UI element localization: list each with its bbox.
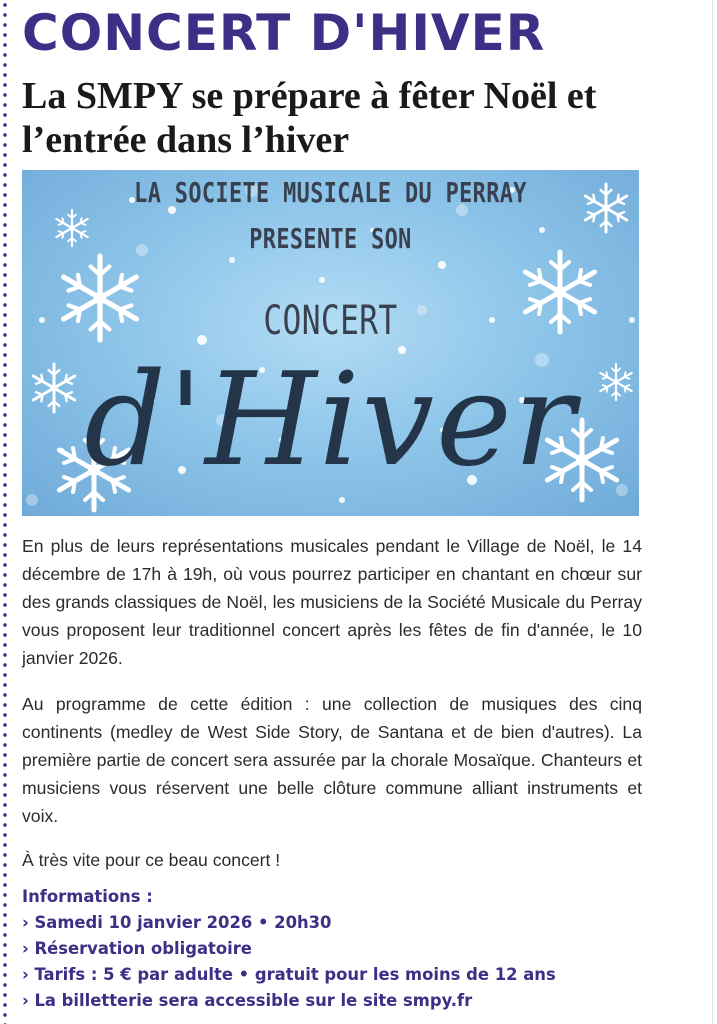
- poster-line-society: LA SOCIETE MUSICALE DU PERRAY: [134, 176, 527, 209]
- info-item-reservation: › Réservation obligatoire: [22, 939, 252, 958]
- headline: CONCERT D'HIVER: [22, 4, 546, 62]
- information-title: Informations :: [22, 887, 153, 906]
- dotted-margin-rule: [2, 0, 8, 1024]
- right-page-rule: [712, 0, 713, 1024]
- information-block: [22, 884, 702, 1014]
- closing-paragraph: À très vite pour ce beau concert !: [22, 850, 281, 870]
- intro-paragraph: En plus de leurs représentations musicales pendant le Village de Noël, le 14 décembre de 17h à 19h, où vous pourrez participer en chantant en chœur sur des grands classiques de Noël, les musiciens de la Société Musicale du Perray vous proposent leur traditionnel concert après les fêtes de fin d'année, le 10 janvier 2026.: [22, 536, 642, 668]
- poster-script-title: d'Hiver: [84, 346, 577, 495]
- info-item-ticketing: › La billetterie sera accessible sur le site smpy.fr: [22, 991, 473, 1010]
- info-item-prices: › Tarifs : 5 € par adulte • gratuit pour les moins de 12 ans: [22, 965, 556, 984]
- program-paragraph: Au programme de cette édition : une collection de musiques des cinq continents (medley de West Side Story, de Santana et de bien d'autres). La première partie de concert sera assurée par la chorale Mosaïque. Chanteurs et musiciens vous réservent une belle clôture commune alliant instruments et voix.: [22, 694, 642, 826]
- poster-line-presents: PRESENTE SON: [249, 222, 412, 255]
- subheadline: La SMPY se prépare à fêter Noël et l’entrée dans l’hiver: [22, 75, 597, 161]
- info-item-date: › Samedi 10 janvier 2026 • 20h30: [22, 913, 332, 932]
- snowflake-icon: [56, 210, 87, 246]
- concert-poster: [22, 170, 639, 516]
- poster-line-concert: CONCERT: [263, 298, 398, 344]
- snowflake-icon: [585, 184, 627, 232]
